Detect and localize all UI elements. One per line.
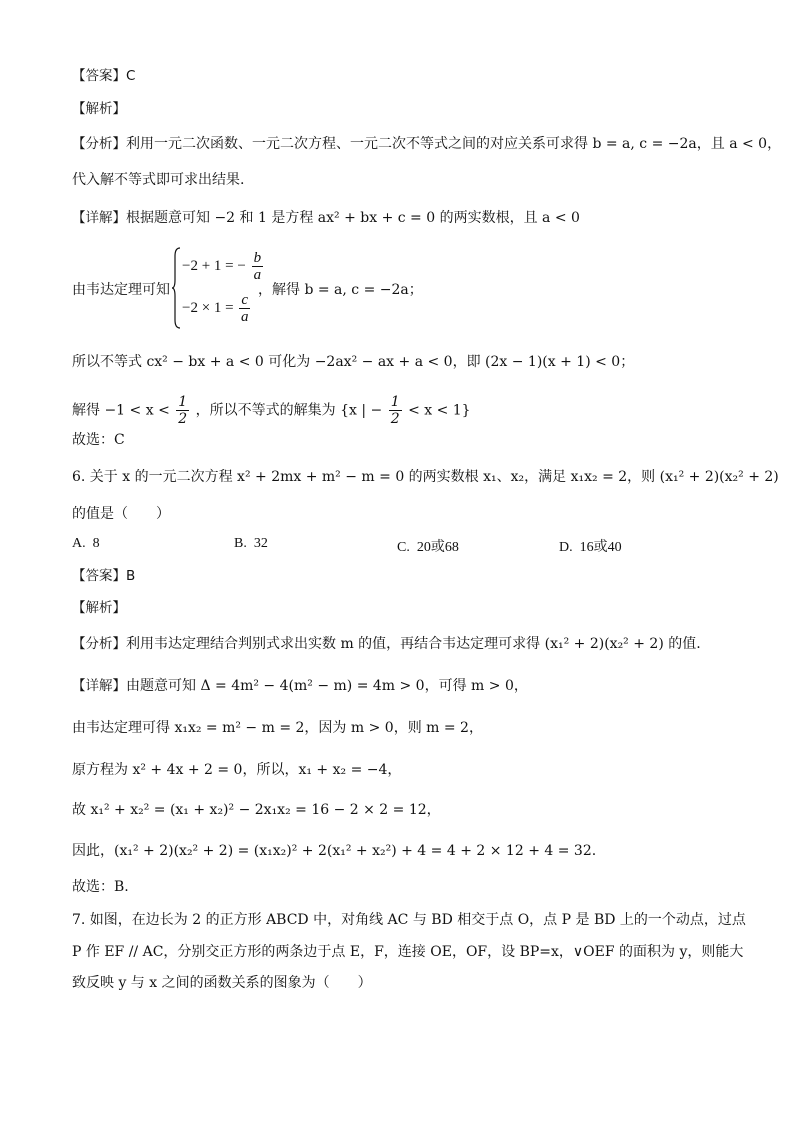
fenxi-6 bbox=[72, 634, 701, 654]
q7-line1: 7. 如图，在边长为 2 的正方形 ABCD 中，对角线 AC 与 BD 相交于点 O，点 P 是 BD 上的一个动点，过点 bbox=[72, 912, 746, 928]
choice-5: 故选：C bbox=[72, 432, 125, 448]
xiangjie-6-line5: 因此，(x₁² + 2)(x₂² + 2) = (x₁x₂)² + 2(x₁² + x₂²) + 4 = 4 + 2 × 12 + 4 = 32. bbox=[72, 843, 597, 859]
xiangjie-text: 根据题意可知 −2 和 1 是方程 ax² + bx + c = 0 的两实数根，且 a < 0 bbox=[126, 210, 580, 226]
denominator: a bbox=[240, 309, 249, 325]
xiangjie-5-line4 bbox=[72, 394, 471, 427]
answer-tag: 【答案】 bbox=[72, 68, 126, 84]
numerator: 1 bbox=[178, 394, 188, 410]
answer-6 bbox=[72, 566, 135, 586]
option-label: D. bbox=[559, 540, 573, 555]
option-text: 20或68 bbox=[416, 540, 459, 555]
xiangjie-6-line3: 原方程为 x² + 4x + 2 = 0，所以，x₁ + x₂ = −4， bbox=[72, 762, 402, 778]
q6-stem-line2: 的值是（ ） bbox=[72, 506, 170, 522]
xiangjie-tag: 【详解】 bbox=[72, 678, 126, 694]
xiangjie-6-line4: 故 x₁² + x₂² = (x₁ + x₂)² − 2x₁x₂ = 16 − 2 × 2 = 12， bbox=[72, 802, 441, 818]
denominator: 2 bbox=[390, 411, 400, 427]
fenxi-tag: 【分析】 bbox=[72, 136, 126, 152]
xiangjie-text: 由题意可知 Δ = 4m² − 4(m² − m) = 4m > 0，可得 m > 0， bbox=[126, 678, 528, 694]
option-label: C. bbox=[397, 540, 410, 555]
fenxi-text: 利用韦达定理结合判别式求出实数 m 的值，再结合韦达定理可求得 (x₁² + 2)(x₂² + 2) 的值. bbox=[126, 636, 701, 652]
left-brace-icon bbox=[172, 246, 182, 330]
option-label: B. bbox=[234, 536, 247, 551]
option-c bbox=[397, 536, 459, 556]
fenxi-5-line2: 代入解不等式即可求出结果. bbox=[72, 172, 245, 188]
system-row-1 bbox=[182, 250, 265, 283]
analysis-tag-6: 【解析】 bbox=[72, 600, 126, 616]
answer-tag: 【答案】 bbox=[72, 568, 126, 584]
line4-post: < x < 1} bbox=[408, 402, 471, 419]
q7-line3: 致反映 y 与 x 之间的函数关系的图象为（ ） bbox=[72, 975, 372, 991]
line4-pre: 解得 −1 < x < bbox=[72, 402, 170, 419]
answer-value: B bbox=[126, 568, 136, 584]
q7-line2: P 作 EF // AC，分别交正方形的两条边于点 E，F，连接 OE，OF，设 BP=x，∨OEF 的面积为 y，则能大 bbox=[72, 944, 744, 960]
answer-5 bbox=[72, 66, 135, 86]
fenxi-text: 利用一元二次函数、一元二次方程、一元二次不等式之间的对应关系可求得 b = a, c = −2a，且 a < 0， bbox=[126, 136, 782, 152]
vieta-suffix: ，解得 b = a, c = −2a； bbox=[258, 282, 423, 298]
option-d bbox=[559, 536, 622, 556]
analysis-tag-5: 【解析】 bbox=[72, 101, 126, 117]
xiangjie-5-line3: 所以不等式 cx² − bx + a < 0 可化为 −2ax² − ax + a < 0，即 (2x − 1)(x + 1) < 0； bbox=[72, 354, 635, 370]
fraction bbox=[252, 250, 264, 283]
option-b bbox=[234, 536, 268, 552]
option-label: A. bbox=[72, 536, 86, 551]
fenxi-tag: 【分析】 bbox=[72, 636, 126, 652]
denominator: 2 bbox=[178, 411, 188, 427]
numerator: b bbox=[253, 250, 262, 266]
fraction bbox=[239, 292, 250, 325]
fraction bbox=[389, 394, 402, 427]
row1-lhs: −2 + 1 = − bbox=[182, 257, 246, 274]
numerator: c bbox=[241, 292, 249, 308]
xiangjie-tag: 【详解】 bbox=[72, 210, 126, 226]
fraction bbox=[176, 394, 189, 427]
fenxi-5-line1 bbox=[72, 134, 781, 154]
q6-stem-line1: 6. 关于 x 的一元二次方程 x² + 2mx + m² − m = 0 的两实数根 x₁、x₂，满足 x₁x₂ = 2，则 (x₁² + 2)(x₂² + 2) bbox=[72, 469, 779, 485]
xiangjie-6-line1 bbox=[72, 676, 528, 696]
xiangjie-5-line1 bbox=[72, 208, 580, 228]
numerator: 1 bbox=[390, 394, 400, 410]
line4-mid: ，所以不等式的解集为 {x | − bbox=[195, 402, 383, 419]
row2-lhs: −2 × 1 = bbox=[182, 299, 234, 316]
answer-value: C bbox=[126, 68, 136, 84]
option-text: 16或40 bbox=[579, 540, 622, 555]
equation-system bbox=[172, 246, 262, 330]
xiangjie-6-line2: 由韦达定理可得 x₁x₂ = m² − m = 2，因为 m > 0，则 m = 2， bbox=[72, 720, 483, 736]
option-a bbox=[72, 536, 100, 552]
vieta-prefix: 由韦达定理可知 bbox=[72, 282, 170, 298]
system-row-2 bbox=[182, 292, 252, 325]
choice-6: 故选：B. bbox=[72, 879, 129, 895]
option-text: 8 bbox=[92, 536, 100, 551]
option-text: 32 bbox=[253, 536, 268, 551]
denominator: a bbox=[253, 267, 262, 283]
